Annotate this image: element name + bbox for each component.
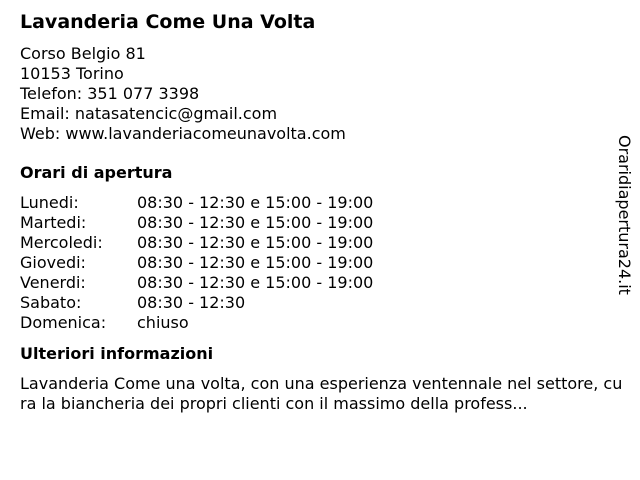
business-name: Lavanderia Come Una Volta [20, 11, 316, 33]
hours-row [20, 233, 373, 253]
watermark-text: Oraridiapertura24.it [615, 135, 634, 295]
listing-content [20, 10, 623, 414]
time-range: 08:30 - 12:30 e 15:00 - 19:00 [137, 193, 374, 212]
web-line: Web: www.lavanderiacomeunavolta.com [20, 124, 346, 143]
day-label: Mercoledi: [20, 233, 103, 252]
business-description: Lavanderia Come una volta, con una esperienza ventennale nel settore, cura la biancheria dei propri clienti con il massimo della profess... [20, 374, 623, 413]
hours-row [20, 273, 373, 293]
email-line: Email: natasatencic@gmail.com [20, 104, 278, 123]
time-range: 08:30 - 12:30 e 15:00 - 19:00 [137, 273, 374, 292]
time-range: 08:30 - 12:30 e 15:00 - 19:00 [137, 213, 374, 232]
opening-hours-table [20, 193, 373, 333]
hours-row [20, 293, 373, 313]
hours-row [20, 193, 373, 213]
more-info-heading: Ulteriori informazioni [20, 344, 214, 363]
day-label: Sabato: [20, 293, 82, 312]
site-watermark [612, 135, 636, 310]
day-label: Giovedi: [20, 253, 86, 272]
contact-block [20, 44, 610, 144]
time-range: 08:30 - 12:30 e 15:00 - 19:00 [137, 253, 374, 272]
day-label: Venerdi: [20, 273, 86, 292]
day-label: Domenica: [20, 313, 107, 332]
phone-line: Telefon: 351 077 3398 [20, 84, 200, 103]
opening-hours-heading: Orari di apertura [20, 163, 173, 182]
day-label: Lunedi: [20, 193, 79, 212]
day-label: Martedi: [20, 213, 87, 232]
time-range: 08:30 - 12:30 e 15:00 - 19:00 [137, 233, 374, 252]
time-range: chiuso [137, 313, 189, 332]
hours-row [20, 313, 373, 333]
hours-row [20, 253, 373, 273]
address-city: 10153 Torino [20, 64, 124, 83]
hours-row [20, 213, 373, 233]
time-range: 08:30 - 12:30 [137, 293, 246, 312]
address-street: Corso Belgio 81 [20, 44, 146, 63]
